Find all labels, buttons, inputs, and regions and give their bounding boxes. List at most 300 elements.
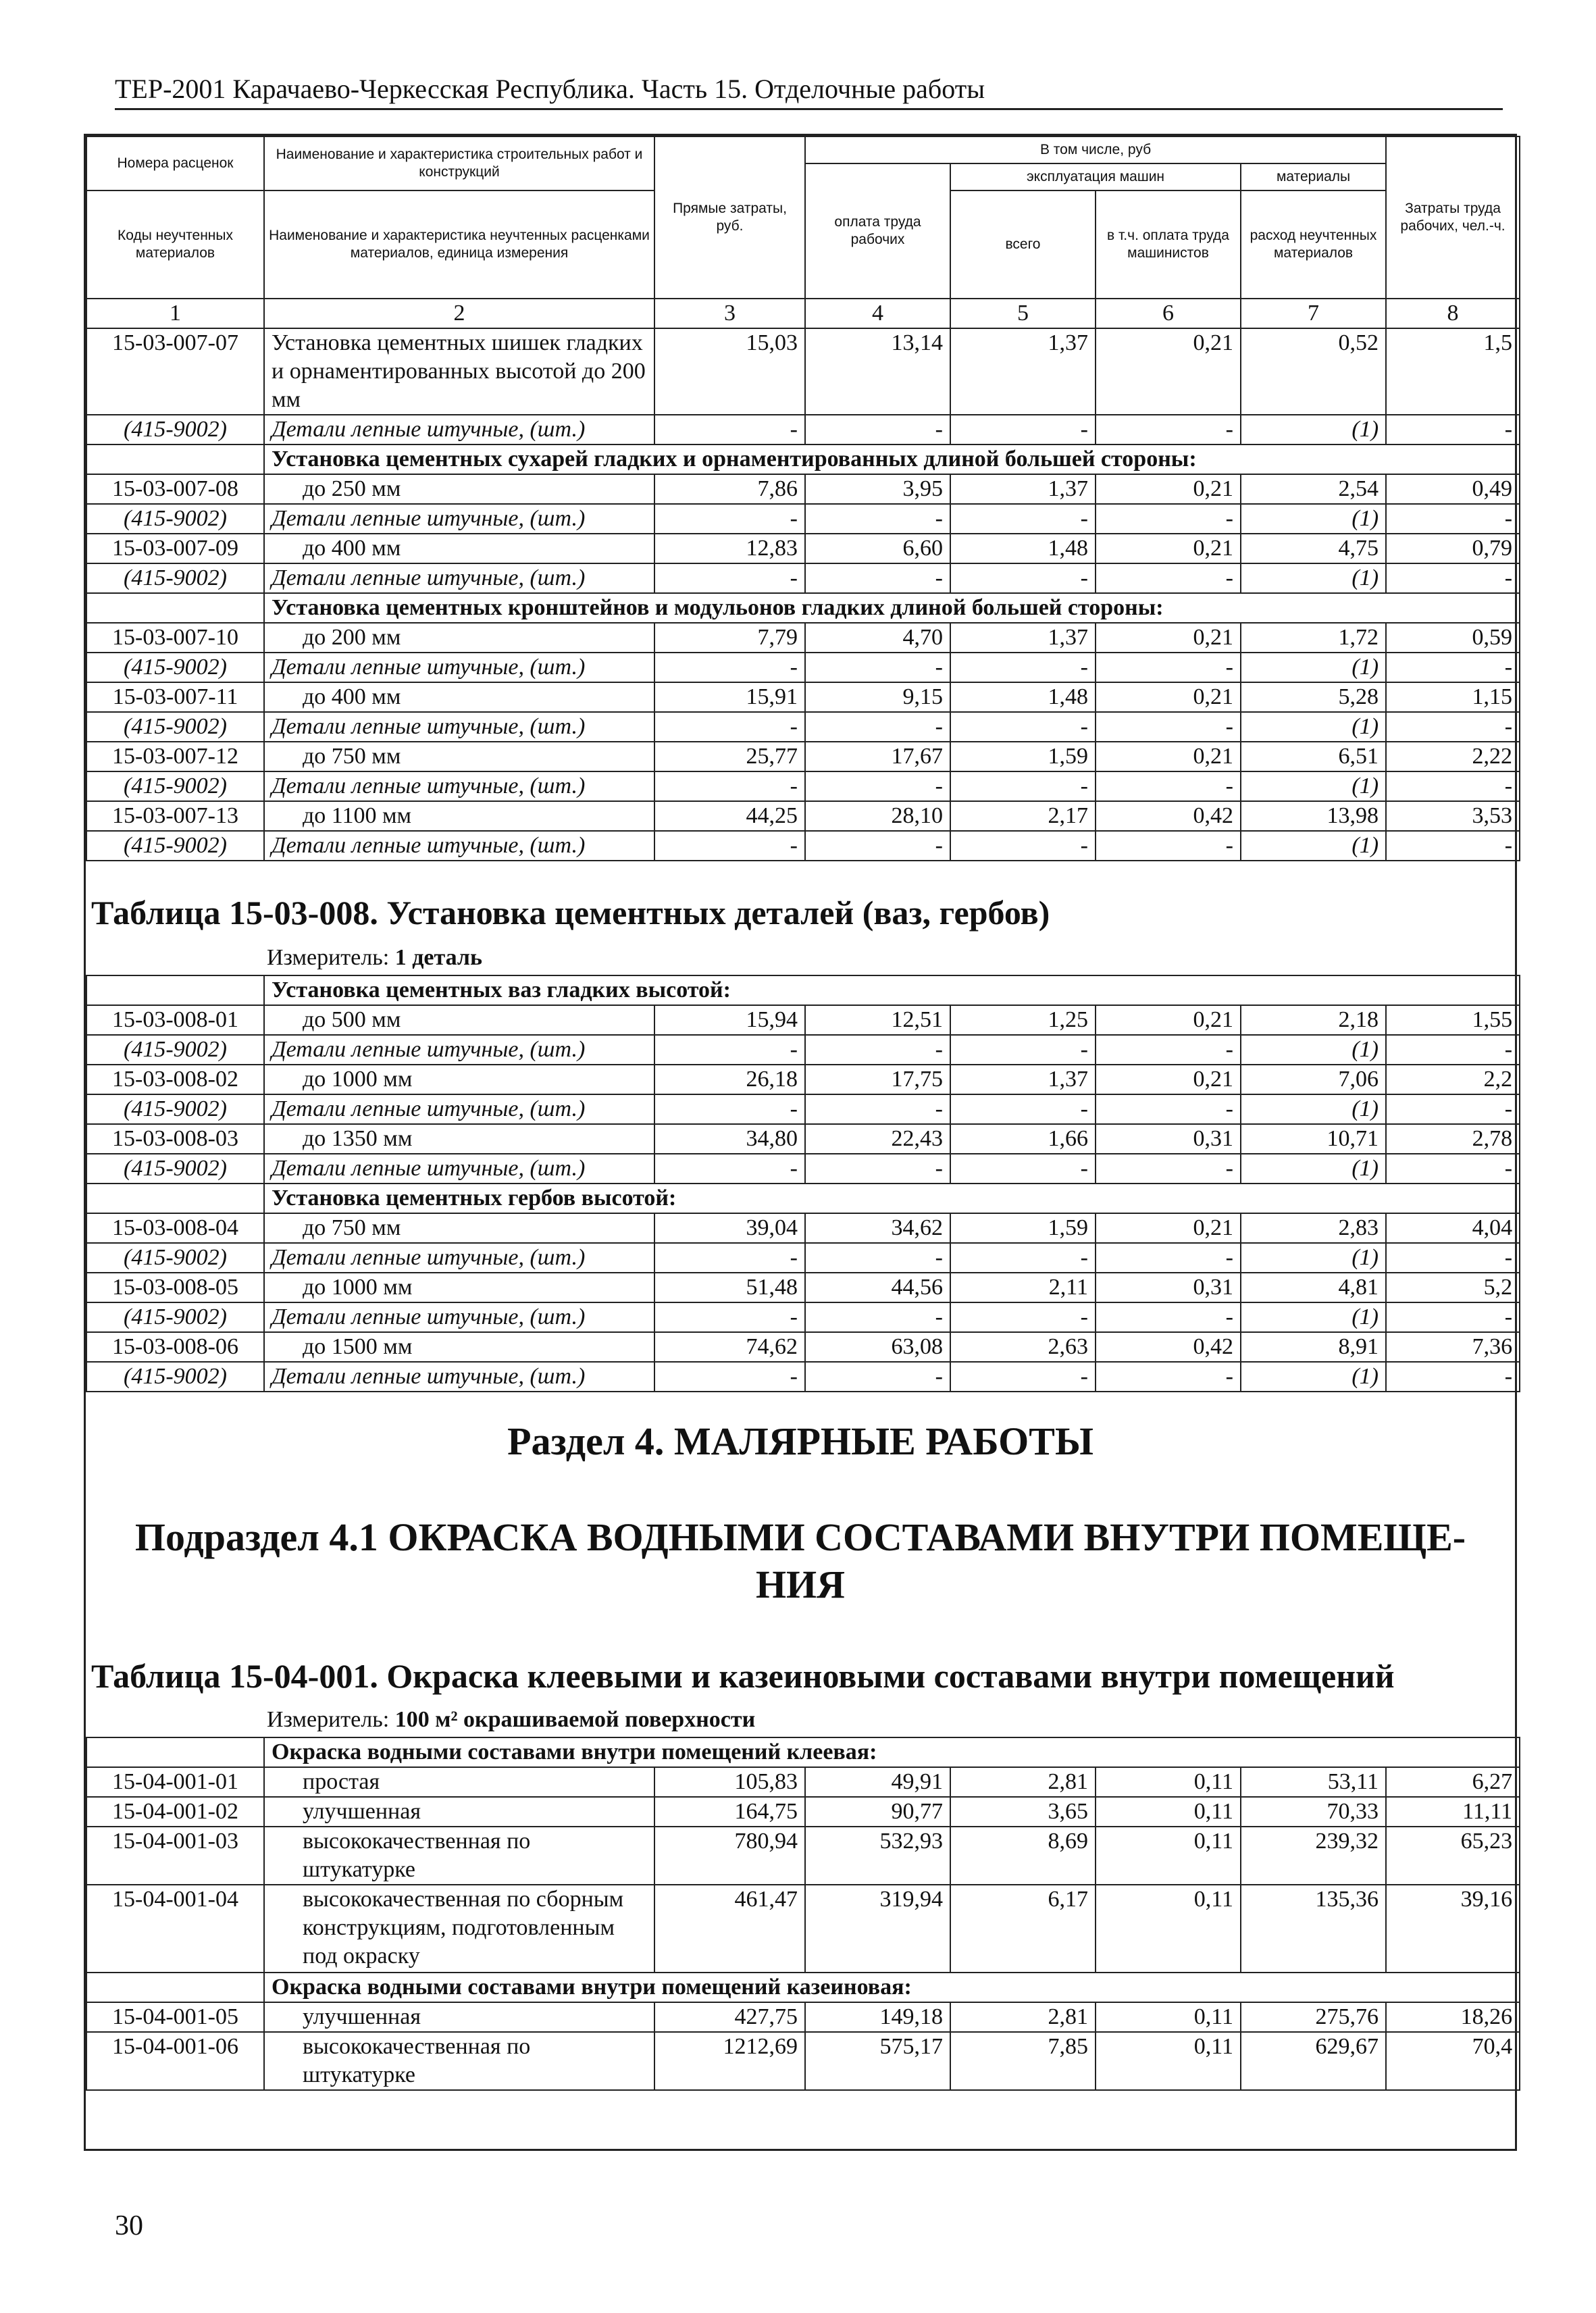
machinist-wages: - bbox=[1096, 1154, 1241, 1184]
labor: 18,26 bbox=[1386, 2002, 1520, 2032]
rate-code: 15-03-007-09 bbox=[86, 534, 264, 563]
machines-total: - bbox=[950, 1243, 1096, 1273]
material-code: (415-9002) bbox=[86, 504, 264, 534]
direct-costs: 25,77 bbox=[654, 742, 805, 771]
material-row bbox=[86, 1243, 1520, 1273]
materials: 6,51 bbox=[1241, 742, 1386, 771]
labor: - bbox=[1386, 771, 1520, 801]
machines-total: - bbox=[950, 415, 1096, 444]
wages: 4,70 bbox=[805, 623, 950, 653]
table-row bbox=[86, 1885, 1520, 1973]
machines-total: 1,59 bbox=[950, 1213, 1096, 1243]
col-header-materials: материалы bbox=[1241, 163, 1386, 190]
machinist-wages: 0,21 bbox=[1096, 1213, 1241, 1243]
material-code: (415-9002) bbox=[86, 1154, 264, 1184]
wages: - bbox=[805, 653, 950, 682]
machines-total: - bbox=[950, 771, 1096, 801]
labor: 1,15 bbox=[1386, 682, 1520, 712]
machines-total: 1,66 bbox=[950, 1124, 1096, 1154]
rate-name: высококачественная по штукатурке bbox=[264, 2032, 654, 2090]
table-row bbox=[86, 1827, 1520, 1885]
direct-costs: 7,86 bbox=[654, 474, 805, 504]
wages: 34,62 bbox=[805, 1213, 950, 1243]
material-code: (415-9002) bbox=[86, 415, 264, 444]
materials: (1) bbox=[1241, 1362, 1386, 1392]
material-row bbox=[86, 563, 1520, 593]
wages: 3,95 bbox=[805, 474, 950, 504]
measure-line bbox=[267, 944, 482, 972]
table-row bbox=[86, 742, 1520, 771]
rate-name: до 400 мм bbox=[264, 534, 654, 563]
material-row bbox=[86, 1362, 1520, 1392]
rate-code: 15-03-008-02 bbox=[86, 1065, 264, 1094]
table-row bbox=[86, 801, 1520, 831]
wages: - bbox=[805, 1094, 950, 1124]
direct-costs: - bbox=[654, 712, 805, 742]
col-number: 3 bbox=[654, 299, 805, 328]
wages: 90,77 bbox=[805, 1797, 950, 1827]
col-header-unaccounted-materials: расход неучтенных материалов bbox=[1241, 190, 1386, 299]
direct-costs: 44,25 bbox=[654, 801, 805, 831]
group-title: Установка цементных ваз гладких высотой: bbox=[264, 975, 1520, 1005]
machines-total: - bbox=[950, 1154, 1096, 1184]
labor: 6,27 bbox=[1386, 1767, 1520, 1797]
material-row bbox=[86, 504, 1520, 534]
rate-code: 15-03-008-05 bbox=[86, 1273, 264, 1302]
col-header-machines-total: всего bbox=[950, 190, 1096, 299]
machinist-wages: - bbox=[1096, 771, 1241, 801]
machines-total: 1,25 bbox=[950, 1005, 1096, 1035]
materials: (1) bbox=[1241, 653, 1386, 682]
direct-costs: - bbox=[654, 1154, 805, 1184]
materials: 0,52 bbox=[1241, 328, 1386, 415]
labor: 70,4 bbox=[1386, 2032, 1520, 2090]
machines-total: 1,59 bbox=[950, 742, 1096, 771]
machines-total: - bbox=[950, 1362, 1096, 1392]
machines-total: 2,17 bbox=[950, 801, 1096, 831]
machinist-wages: - bbox=[1096, 1094, 1241, 1124]
machinist-wages: - bbox=[1096, 415, 1241, 444]
table-row bbox=[86, 474, 1520, 504]
rate-code: 15-04-001-02 bbox=[86, 1797, 264, 1827]
table-row bbox=[86, 1213, 1520, 1243]
materials: (1) bbox=[1241, 504, 1386, 534]
rate-name: до 1100 мм bbox=[264, 801, 654, 831]
labor: 2,22 bbox=[1386, 742, 1520, 771]
col-number: 6 bbox=[1096, 299, 1241, 328]
machinist-wages: - bbox=[1096, 712, 1241, 742]
wages: 17,67 bbox=[805, 742, 950, 771]
machinist-wages: 0,42 bbox=[1096, 1332, 1241, 1362]
page-number: 30 bbox=[115, 2210, 143, 2241]
materials: 5,28 bbox=[1241, 682, 1386, 712]
materials: 1,72 bbox=[1241, 623, 1386, 653]
col-header-labor: Затраты труда рабочих, чел.-ч. bbox=[1386, 136, 1520, 299]
material-code: (415-9002) bbox=[86, 653, 264, 682]
rate-code: 15-04-001-04 bbox=[86, 1885, 264, 1973]
material-name: Детали лепные штучные, (шт.) bbox=[264, 504, 654, 534]
machinist-wages: 0,21 bbox=[1096, 328, 1241, 415]
rate-code: 15-03-007-13 bbox=[86, 801, 264, 831]
wages: - bbox=[805, 1302, 950, 1332]
direct-costs: 51,48 bbox=[654, 1273, 805, 1302]
labor: 7,36 bbox=[1386, 1332, 1520, 1362]
rate-name: высококачественная по сборным конструкциям, подготовленным под окраску bbox=[264, 1885, 654, 1973]
labor: 3,53 bbox=[1386, 801, 1520, 831]
machinist-wages: 0,21 bbox=[1096, 1065, 1241, 1094]
materials: (1) bbox=[1241, 1035, 1386, 1065]
rates-table-15-03-008 bbox=[86, 975, 1520, 1392]
direct-costs: 105,83 bbox=[654, 1767, 805, 1797]
material-code: (415-9002) bbox=[86, 1362, 264, 1392]
wages: 9,15 bbox=[805, 682, 950, 712]
direct-costs: 15,91 bbox=[654, 682, 805, 712]
direct-costs: 12,83 bbox=[654, 534, 805, 563]
materials: (1) bbox=[1241, 1302, 1386, 1332]
table-row bbox=[86, 328, 1520, 415]
rate-code: 15-03-007-12 bbox=[86, 742, 264, 771]
wages: 13,14 bbox=[805, 328, 950, 415]
col-header-machinist-wages: в т.ч. оплата труда машинистов bbox=[1096, 190, 1241, 299]
machinist-wages: 0,11 bbox=[1096, 1885, 1241, 1973]
document-frame bbox=[84, 134, 1517, 2151]
direct-costs: - bbox=[654, 1094, 805, 1124]
machines-total: 2,81 bbox=[950, 1767, 1096, 1797]
materials: 7,06 bbox=[1241, 1065, 1386, 1094]
direct-costs: 34,80 bbox=[654, 1124, 805, 1154]
group-title: Установка цементных гербов высотой: bbox=[264, 1184, 1520, 1213]
col-header-direct-costs: Прямые затраты, руб. bbox=[654, 136, 805, 299]
machinist-wages: 0,11 bbox=[1096, 2002, 1241, 2032]
direct-costs: - bbox=[654, 504, 805, 534]
materials: (1) bbox=[1241, 771, 1386, 801]
labor: 2,2 bbox=[1386, 1065, 1520, 1094]
rate-name: Установка цементных шишек гладких и орнаментированных высотой до 200 мм bbox=[264, 328, 654, 415]
labor: 5,2 bbox=[1386, 1273, 1520, 1302]
direct-costs: 15,03 bbox=[654, 328, 805, 415]
material-row bbox=[86, 831, 1520, 861]
direct-costs: - bbox=[654, 563, 805, 593]
rate-code: 15-03-008-06 bbox=[86, 1332, 264, 1362]
table-row bbox=[86, 682, 1520, 712]
group-title: Окраска водными составами внутри помещений клеевая: bbox=[264, 1737, 1520, 1767]
group-row bbox=[86, 1184, 1520, 1213]
materials: 4,75 bbox=[1241, 534, 1386, 563]
machinist-wages: - bbox=[1096, 1362, 1241, 1392]
machines-total: 1,37 bbox=[950, 623, 1096, 653]
material-code: (415-9002) bbox=[86, 1094, 264, 1124]
rate-code: 15-03-007-07 bbox=[86, 328, 264, 415]
table-row bbox=[86, 1332, 1520, 1362]
table-row bbox=[86, 1273, 1520, 1302]
materials: (1) bbox=[1241, 415, 1386, 444]
material-row bbox=[86, 1302, 1520, 1332]
labor: - bbox=[1386, 1302, 1520, 1332]
rate-name: до 250 мм bbox=[264, 474, 654, 504]
rate-name: улучшенная bbox=[264, 1797, 654, 1827]
group-row bbox=[86, 593, 1520, 623]
material-row bbox=[86, 653, 1520, 682]
col-number: 4 bbox=[805, 299, 950, 328]
materials: 4,81 bbox=[1241, 1273, 1386, 1302]
rate-name: простая bbox=[264, 1767, 654, 1797]
labor: - bbox=[1386, 1362, 1520, 1392]
section-title: Раздел 4. МАЛЯРНЫЕ РАБОТЫ bbox=[507, 1419, 1093, 1463]
subsection-title-line1: Подраздел 4.1 ОКРАСКА ВОДНЫМИ СОСТАВАМИ ВНУТРИ ПОМЕЩЕ- bbox=[134, 1515, 1466, 1559]
materials: (1) bbox=[1241, 831, 1386, 861]
group-row bbox=[86, 444, 1520, 474]
materials: 629,67 bbox=[1241, 2032, 1386, 2090]
machinist-wages: 0,21 bbox=[1096, 742, 1241, 771]
machinist-wages: 0,21 bbox=[1096, 534, 1241, 563]
machines-total: 2,63 bbox=[950, 1332, 1096, 1362]
materials: 135,36 bbox=[1241, 1885, 1386, 1973]
rate-code: 15-03-008-03 bbox=[86, 1124, 264, 1154]
material-code: (415-9002) bbox=[86, 1243, 264, 1273]
machinist-wages: - bbox=[1096, 504, 1241, 534]
group-title: Окраска водными составами внутри помещений казеиновая: bbox=[264, 1973, 1520, 2002]
direct-costs: 461,47 bbox=[654, 1885, 805, 1973]
labor: - bbox=[1386, 712, 1520, 742]
wages: 149,18 bbox=[805, 2002, 950, 2032]
machinist-wages: 0,21 bbox=[1096, 1005, 1241, 1035]
labor: 0,49 bbox=[1386, 474, 1520, 504]
machines-total: - bbox=[950, 1035, 1096, 1065]
rates-table-15-03-007 bbox=[86, 136, 1520, 861]
material-row bbox=[86, 1094, 1520, 1124]
labor: 65,23 bbox=[1386, 1827, 1520, 1885]
machines-total: 7,85 bbox=[950, 2032, 1096, 2090]
materials: 8,91 bbox=[1241, 1332, 1386, 1362]
machines-total: 2,81 bbox=[950, 2002, 1096, 2032]
wages: - bbox=[805, 415, 950, 444]
machinist-wages: - bbox=[1096, 1243, 1241, 1273]
materials: 275,76 bbox=[1241, 2002, 1386, 2032]
machinist-wages: 0,11 bbox=[1096, 1767, 1241, 1797]
rate-name: до 1000 мм bbox=[264, 1065, 654, 1094]
col-header-wages: оплата труда рабочих bbox=[805, 163, 950, 299]
labor: 4,04 bbox=[1386, 1213, 1520, 1243]
material-row bbox=[86, 415, 1520, 444]
labor: - bbox=[1386, 504, 1520, 534]
labor: - bbox=[1386, 563, 1520, 593]
wages: - bbox=[805, 1362, 950, 1392]
direct-costs: - bbox=[654, 1362, 805, 1392]
table-row bbox=[86, 1065, 1520, 1094]
subsection-title-line2: НИЯ bbox=[755, 1562, 846, 1606]
wages: 6,60 bbox=[805, 534, 950, 563]
direct-costs: - bbox=[654, 1243, 805, 1273]
material-code: (415-9002) bbox=[86, 1035, 264, 1065]
col-number: 1 bbox=[86, 299, 264, 328]
rates-table-15-04-001 bbox=[86, 1737, 1520, 2091]
machines-total: - bbox=[950, 831, 1096, 861]
machinist-wages: 0,11 bbox=[1096, 1827, 1241, 1885]
direct-costs: - bbox=[654, 771, 805, 801]
material-code: (415-9002) bbox=[86, 712, 264, 742]
machinist-wages: 0,21 bbox=[1096, 474, 1241, 504]
machines-total: - bbox=[950, 563, 1096, 593]
rate-code: 15-03-007-11 bbox=[86, 682, 264, 712]
wages: - bbox=[805, 563, 950, 593]
machines-total: 8,69 bbox=[950, 1827, 1096, 1885]
col-header-including: В том числе, руб bbox=[805, 136, 1386, 163]
col-number: 5 bbox=[950, 299, 1096, 328]
rate-name: до 1500 мм bbox=[264, 1332, 654, 1362]
direct-costs: 7,79 bbox=[654, 623, 805, 653]
material-row bbox=[86, 712, 1520, 742]
machines-total: - bbox=[950, 1094, 1096, 1124]
materials: 13,98 bbox=[1241, 801, 1386, 831]
material-code: (415-9002) bbox=[86, 771, 264, 801]
labor: 0,79 bbox=[1386, 534, 1520, 563]
wages: 22,43 bbox=[805, 1124, 950, 1154]
machinist-wages: - bbox=[1096, 1302, 1241, 1332]
wages: 28,10 bbox=[805, 801, 950, 831]
material-name: Детали лепные штучные, (шт.) bbox=[264, 1035, 654, 1065]
labor: 39,16 bbox=[1386, 1885, 1520, 1973]
materials: 239,32 bbox=[1241, 1827, 1386, 1885]
machinist-wages: - bbox=[1096, 653, 1241, 682]
measure-value: 100 м² окрашиваемой поверхности bbox=[394, 1707, 756, 1732]
labor: 1,55 bbox=[1386, 1005, 1520, 1035]
wages: - bbox=[805, 504, 950, 534]
rate-code: 15-04-001-06 bbox=[86, 2032, 264, 2090]
wages: - bbox=[805, 1243, 950, 1273]
wages: 49,91 bbox=[805, 1767, 950, 1797]
page-header: ТЕР-2001 Карачаево-Черкесская Республика. Часть 15. Отделочные работы bbox=[115, 73, 1503, 110]
material-name: Детали лепные штучные, (шт.) bbox=[264, 712, 654, 742]
direct-costs: 780,94 bbox=[654, 1827, 805, 1885]
material-code: (415-9002) bbox=[86, 563, 264, 593]
direct-costs: 74,62 bbox=[654, 1332, 805, 1362]
machinist-wages: - bbox=[1096, 831, 1241, 861]
material-name: Детали лепные штучные, (шт.) bbox=[264, 771, 654, 801]
col-header-machines: эксплуатация машин bbox=[950, 163, 1241, 190]
col-header-number: Номера расценок bbox=[86, 136, 264, 190]
rate-name: до 750 мм bbox=[264, 742, 654, 771]
wages: - bbox=[805, 712, 950, 742]
material-name: Детали лепные штучные, (шт.) bbox=[264, 1154, 654, 1184]
machinist-wages: 0,42 bbox=[1096, 801, 1241, 831]
col-number: 8 bbox=[1386, 299, 1520, 328]
col-number: 7 bbox=[1241, 299, 1386, 328]
rate-name: улучшенная bbox=[264, 2002, 654, 2032]
material-name: Детали лепные штучные, (шт.) bbox=[264, 1362, 654, 1392]
wages: 575,17 bbox=[805, 2032, 950, 2090]
rate-code: 15-04-001-03 bbox=[86, 1827, 264, 1885]
table-row bbox=[86, 534, 1520, 563]
wages: 44,56 bbox=[805, 1273, 950, 1302]
machinist-wages: 0,11 bbox=[1096, 1797, 1241, 1827]
rate-code: 15-03-008-01 bbox=[86, 1005, 264, 1035]
machines-total: 1,37 bbox=[950, 474, 1096, 504]
machines-total: 1,37 bbox=[950, 328, 1096, 415]
table-row bbox=[86, 2002, 1520, 2032]
labor: - bbox=[1386, 1243, 1520, 1273]
labor: - bbox=[1386, 1035, 1520, 1065]
direct-costs: 164,75 bbox=[654, 1797, 805, 1827]
labor: - bbox=[1386, 1154, 1520, 1184]
measure-line bbox=[267, 1706, 755, 1734]
direct-costs: - bbox=[654, 653, 805, 682]
machines-total: 2,11 bbox=[950, 1273, 1096, 1302]
rate-name: до 500 мм bbox=[264, 1005, 654, 1035]
col-header-unaccounted-codes: Коды неучтенных материалов bbox=[86, 190, 264, 299]
machines-total: - bbox=[950, 504, 1096, 534]
machines-total: - bbox=[950, 1302, 1096, 1332]
machines-total: 1,48 bbox=[950, 534, 1096, 563]
material-name: Детали лепные штучные, (шт.) bbox=[264, 1243, 654, 1273]
rate-code: 15-03-007-10 bbox=[86, 623, 264, 653]
materials: (1) bbox=[1241, 1243, 1386, 1273]
wages: - bbox=[805, 771, 950, 801]
wages: - bbox=[805, 1154, 950, 1184]
labor: 11,11 bbox=[1386, 1797, 1520, 1827]
rate-name: до 1350 мм bbox=[264, 1124, 654, 1154]
col-header-name: Наименование и характеристика строительных работ и конструкций bbox=[264, 136, 654, 190]
measure-value: 1 деталь bbox=[394, 945, 482, 970]
direct-costs: 15,94 bbox=[654, 1005, 805, 1035]
col-header-unaccounted-name: Наименование и характеристика неучтенных расценками материалов, единица измерения bbox=[264, 190, 654, 299]
table-row bbox=[86, 1005, 1520, 1035]
materials: (1) bbox=[1241, 1154, 1386, 1184]
table-row bbox=[86, 623, 1520, 653]
labor: - bbox=[1386, 831, 1520, 861]
direct-costs: 26,18 bbox=[654, 1065, 805, 1094]
col-number: 2 bbox=[264, 299, 654, 328]
materials: 2,18 bbox=[1241, 1005, 1386, 1035]
table-row bbox=[86, 1124, 1520, 1154]
machinist-wages: - bbox=[1096, 1035, 1241, 1065]
direct-costs: - bbox=[654, 1035, 805, 1065]
rate-code: 15-03-007-08 bbox=[86, 474, 264, 504]
direct-costs: 39,04 bbox=[654, 1213, 805, 1243]
rate-code: 15-03-008-04 bbox=[86, 1213, 264, 1243]
group-row bbox=[86, 975, 1520, 1005]
machines-total: 1,37 bbox=[950, 1065, 1096, 1094]
labor: - bbox=[1386, 415, 1520, 444]
direct-costs: - bbox=[654, 1302, 805, 1332]
table-row bbox=[86, 1767, 1520, 1797]
subsection-title bbox=[86, 1514, 1515, 1608]
table-row bbox=[86, 1797, 1520, 1827]
rate-name: до 200 мм bbox=[264, 623, 654, 653]
labor: - bbox=[1386, 1094, 1520, 1124]
machinist-wages: 0,11 bbox=[1096, 2032, 1241, 2090]
materials: 10,71 bbox=[1241, 1124, 1386, 1154]
materials: 2,54 bbox=[1241, 474, 1386, 504]
materials: 70,33 bbox=[1241, 1797, 1386, 1827]
material-name: Детали лепные штучные, (шт.) bbox=[264, 831, 654, 861]
machines-total: 3,65 bbox=[950, 1797, 1096, 1827]
group-title: Установка цементных кронштейнов и модульонов гладких длиной большей стороны: bbox=[264, 593, 1520, 623]
material-name: Детали лепные штучные, (шт.) bbox=[264, 1094, 654, 1124]
machines-total: - bbox=[950, 712, 1096, 742]
material-code: (415-9002) bbox=[86, 1302, 264, 1332]
wages: 12,51 bbox=[805, 1005, 950, 1035]
machinist-wages: 0,21 bbox=[1096, 623, 1241, 653]
rate-code: 15-04-001-01 bbox=[86, 1767, 264, 1797]
machines-total: 1,48 bbox=[950, 682, 1096, 712]
table-title: Таблица 15-04-001. Окраска клеевыми и казеиновыми составами внутри помещений bbox=[91, 1657, 1395, 1695]
wages: 319,94 bbox=[805, 1885, 950, 1973]
direct-costs: - bbox=[654, 415, 805, 444]
group-row bbox=[86, 1737, 1520, 1767]
machinist-wages: 0,31 bbox=[1096, 1124, 1241, 1154]
group-title: Установка цементных сухарей гладких и орнаментированных длиной большей стороны: bbox=[264, 444, 1520, 474]
labor: 2,78 bbox=[1386, 1124, 1520, 1154]
